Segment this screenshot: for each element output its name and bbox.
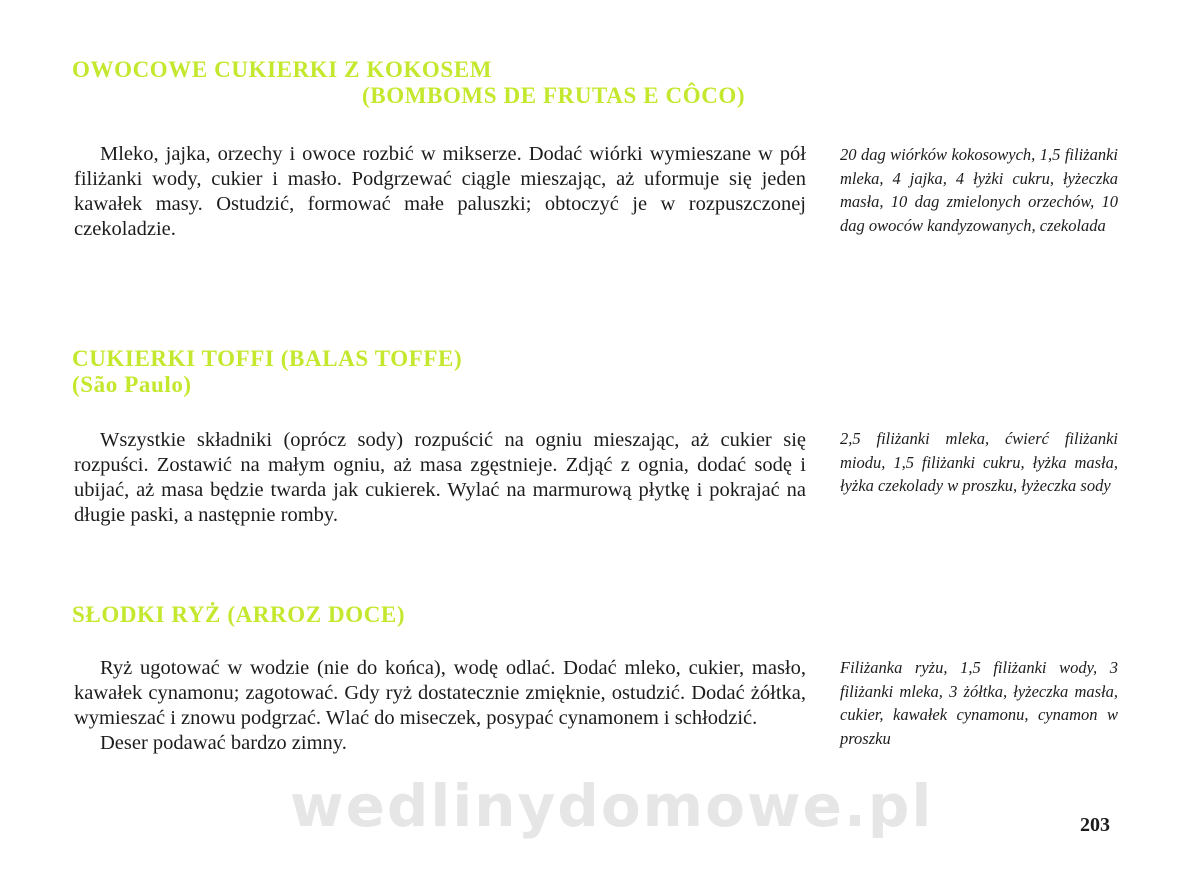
recipe-3-title-polish: SŁODKI RYŻ (ARROZ DOCE) xyxy=(72,602,406,627)
recipe-2-ingredients: 2,5 filiżanki mleka, ćwierć filiżanki miodu, 1,5 filiżanki cukru, łyżka masła, łyżka czekolady w proszku, łyżeczka sody xyxy=(840,429,1118,495)
recipe-1-title-portuguese: (BOMBOMS DE FRUTAS E CÔCO) xyxy=(362,83,746,108)
recipe-3-paragraph: Ryż ugotować w wodzie (nie do końca), wodę odlać. Dodać mleko, cukier, masło, kawałek cynamonu; zagotować. Gdy ryż dostatecznie zmięknie, ostudzić. Dodać żółtka, wymieszać i znowu podgrzać. Wlać do miseczek, posypać cynamonem i schłodzić. xyxy=(74,657,806,729)
recipe-3-ingredients: Filiżanka ryżu, 1,5 filiżanki wody, 3 filiżanki mleka, 3 żółtka, łyżeczka masła, cukier, kawałek cynamonu, cynamon w proszku xyxy=(840,658,1118,748)
recipe-1-paragraph: Mleko, jajka, orzechy i owoce rozbić w mikserze. Dodać wiórki wymieszane w pół filiżanki wody, cukier i masło. Podgrzewać ciągle mieszając, aż uformuje się jeden kawałek masy. Ostudzić, formować małe paluszki; obtoczyć je w rozpuszczonej czekoladzie. xyxy=(74,143,806,240)
watermark: wedlinydomowe.pl xyxy=(290,772,934,840)
recipe-1-title-polish: OWOCOWE CUKIERKI Z KOKOSEM xyxy=(72,57,493,82)
recipe-1-instructions xyxy=(74,142,806,242)
page-number: 203 xyxy=(1080,814,1110,836)
recipe-2-title-polish: CUKIERKI TOFFI (BALAS TOFFE) xyxy=(72,346,463,371)
recipe-1-ingredients: 20 dag wiórków kokosowych, 1,5 filiżanki mleka, 4 jajka, 4 łyżki cukru, łyżeczka masła, 10 dag zmielonych orzechów, 10 dag owoców kandyzowanych, czekolada xyxy=(840,145,1118,235)
recipe-2-title-portuguese: (São Paulo) xyxy=(72,372,192,397)
recipe-2-paragraph: Wszystkie składniki (oprócz sody) rozpuścić na ogniu mieszając, aż cukier się rozpuści. Zostawić na małym ogniu, aż masa zgęstnieje. Zdjąć z ognia, dodać sodę i ubijać, aż masa będzie twarda jak cukierek. Wylać na marmurową płytkę i pokrajać na długie paski, a następnie romby. xyxy=(74,429,806,526)
recipe-3-instructions xyxy=(74,656,806,756)
recipe-3-serving-note: Deser podawać bardzo zimny. xyxy=(100,732,347,754)
recipe-2-instructions xyxy=(74,428,806,528)
